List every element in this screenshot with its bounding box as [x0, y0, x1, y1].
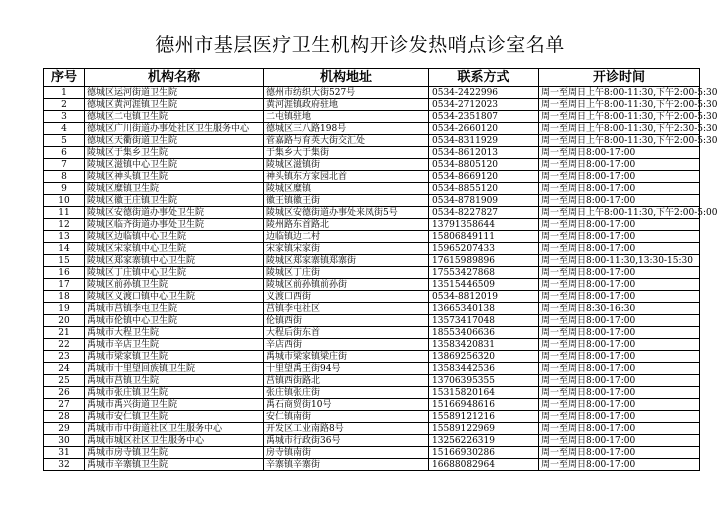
cell-name: 禹城市伦镇中心卫生院 [85, 315, 264, 327]
cell-address: 陵州路东首路北 [264, 219, 429, 231]
cell-seq: 7 [44, 159, 85, 171]
cell-phone: 15589122969 [429, 423, 539, 435]
cell-name: 陵城区郑家寨镇中心卫生院 [85, 255, 264, 267]
cell-hours: 周一至周日上午8:00-11:30,下午2:00-5:30 [539, 87, 700, 99]
cell-hours: 周一至周日上午8:00-11:30,下午2:00-5:30 [539, 135, 700, 147]
cell-name: 禹城市辛店卫生院 [85, 339, 264, 351]
cell-phone: 0534-8812019 [429, 291, 539, 303]
cell-phone: 18553406636 [429, 327, 539, 339]
cell-hours: 周一至周日8:00-17:00 [539, 399, 700, 411]
cell-hours: 周一至周日8:00-17:00 [539, 339, 700, 351]
cell-seq: 30 [44, 435, 85, 447]
table-row [44, 315, 700, 327]
cell-address: 菅嘉路与育英大街交汇处 [264, 135, 429, 147]
cell-hours: 周一至周日8:00-17:00 [539, 243, 700, 255]
cell-phone: 13791358644 [429, 219, 539, 231]
cell-phone: 13706395355 [429, 375, 539, 387]
cell-seq: 2 [44, 99, 85, 111]
table-body [44, 87, 718, 471]
cell-hours: 周一至周日8:00-17:00 [539, 219, 700, 231]
cell-name: 禹城市梁家镇卫生院 [85, 351, 264, 363]
cell-seq: 3 [44, 111, 85, 123]
cell-seq: 10 [44, 195, 85, 207]
cell-name: 禹城市十里望回族镇卫生院 [85, 363, 264, 375]
cell-phone: 0534-8669120 [429, 171, 539, 183]
cell-name: 德城区天衢街道卫生院 [85, 135, 264, 147]
cell-name: 德城区黄河涯镇卫生院 [85, 99, 264, 111]
cell-name: 陵城区于集乡卫生院 [85, 147, 264, 159]
cell-hours: 周一至周日8:00-17:00 [539, 459, 700, 471]
header-seq: 序号 [44, 69, 85, 87]
cell-hours: 周一至周日8:00-17:00 [539, 375, 700, 387]
cell-address: 禹城市行政街36号 [264, 435, 429, 447]
cell-hours: 周一至周日8:00-17:00 [539, 411, 700, 423]
cell-hours: 周一至周日8:00-17:00 [539, 279, 700, 291]
cell-address: 德城区三八路198号 [264, 123, 429, 135]
cell-name: 禹城市禹兴街道卫生院 [85, 399, 264, 411]
table-row [44, 87, 700, 99]
cell-name: 陵城区滋镇中心卫生院 [85, 159, 264, 171]
cell-seq: 11 [44, 207, 85, 219]
cell-phone: 13256226319 [429, 435, 539, 447]
cell-phone: 13869256320 [429, 351, 539, 363]
table-row [44, 411, 700, 423]
cell-phone: 15589121216 [429, 411, 539, 423]
cell-seq: 22 [44, 339, 85, 351]
cell-name: 德城区广川街道办事处社区卫生服务中心 [85, 123, 264, 135]
cell-phone: 16688082964 [429, 459, 539, 471]
cell-name: 德城区二屯镇卫生院 [85, 111, 264, 123]
cell-name: 禹城市市中街道社区卫生服务中心 [85, 423, 264, 435]
cell-phone: 0534-8311929 [429, 135, 539, 147]
cell-seq: 17 [44, 279, 85, 291]
cell-address: 陵城区郑家寨镇郑寨街 [264, 255, 429, 267]
table-row [44, 435, 700, 447]
cell-hours: 周一至周日8:00-17:00 [539, 159, 700, 171]
table-row [44, 135, 700, 147]
table-row [44, 279, 700, 291]
table-row [44, 447, 700, 459]
cell-name: 禹城市城区社区卫生服务中心 [85, 435, 264, 447]
cell-hours: 周一至周日上午8:00-11:30,下午2:30-5:30 [539, 123, 700, 135]
cell-phone: 17553427868 [429, 267, 539, 279]
cell-hours: 周一至周日上午8:00-11:30,下午2:00-5:30 [539, 111, 700, 123]
table-row [44, 255, 700, 267]
table-row [44, 219, 700, 231]
cell-address: 禹城市梁家镇梁庄街 [264, 351, 429, 363]
cell-seq: 6 [44, 147, 85, 159]
cell-phone: 0534-8612013 [429, 147, 539, 159]
table-row [44, 363, 700, 375]
cell-address: 边临镇边二村 [264, 231, 429, 243]
cell-hours: 周一至周日8:00-11:30,13:30-15:30 [539, 255, 700, 267]
cell-seq: 31 [44, 447, 85, 459]
cell-seq: 5 [44, 135, 85, 147]
cell-seq: 8 [44, 171, 85, 183]
cell-hours: 周一至周日8:00-17:00 [539, 363, 700, 375]
table-row [44, 183, 700, 195]
table-row [44, 123, 700, 135]
cell-hours: 周一至周日8:00-17:00 [539, 447, 700, 459]
table-row [44, 327, 700, 339]
cell-name: 陵城区徽王庄镇卫生院 [85, 195, 264, 207]
table-row [44, 339, 700, 351]
cell-phone: 15315820164 [429, 387, 539, 399]
cell-address: 禹石商贸街10号 [264, 399, 429, 411]
cell-name: 陵城区宋家镇中心卫生院 [85, 243, 264, 255]
cell-hours: 周一至周日8:00-17:00 [539, 315, 700, 327]
table-row [44, 171, 700, 183]
table-row [44, 423, 700, 435]
cell-name: 禹城市莒镇卫生院 [85, 375, 264, 387]
cell-phone: 0534-2660120 [429, 123, 539, 135]
cell-seq: 9 [44, 183, 85, 195]
cell-hours: 周一至周日上午8:00-11:30,下午2:00-5:00 [539, 207, 700, 219]
cell-name: 陵城区临齐街道办事处卫生院 [85, 219, 264, 231]
cell-phone: 15806849111 [429, 231, 539, 243]
table-row [44, 243, 700, 255]
cell-hours: 周一至周日8:00-17:00 [539, 423, 700, 435]
cell-hours: 周一至周日8:00-17:00 [539, 291, 700, 303]
cell-address: 安仁镇南街 [264, 411, 429, 423]
cell-address: 德州市纺织大街527号 [264, 87, 429, 99]
cell-phone: 17615989896 [429, 255, 539, 267]
cell-hours: 周一至周日8:00-17:00 [539, 195, 700, 207]
cell-name: 禹城市房寺镇卫生院 [85, 447, 264, 459]
cell-seq: 19 [44, 303, 85, 315]
table-row [44, 303, 700, 315]
cell-hours: 周一至周日8:00-17:00 [539, 435, 700, 447]
cell-seq: 20 [44, 315, 85, 327]
cell-address: 于集乡大于集街 [264, 147, 429, 159]
cell-phone: 13583420831 [429, 339, 539, 351]
cell-address: 开发区工业南路8号 [264, 423, 429, 435]
table-row [44, 375, 700, 387]
cell-address: 莒镇西街路北 [264, 375, 429, 387]
table-row [44, 99, 700, 111]
cell-phone: 0534-8227827 [429, 207, 539, 219]
cell-seq: 25 [44, 375, 85, 387]
cell-seq: 24 [44, 363, 85, 375]
cell-address: 徽王镇徽王街 [264, 195, 429, 207]
cell-phone: 0534-8855120 [429, 183, 539, 195]
cell-phone: 0534-2422996 [429, 87, 539, 99]
cell-name: 陵城区边临镇中心卫生院 [85, 231, 264, 243]
cell-phone: 0534-8781909 [429, 195, 539, 207]
cell-phone: 15166948616 [429, 399, 539, 411]
cell-hours: 周一至周日8:00-17:00 [539, 327, 700, 339]
cell-address: 神头镇东方家园北首 [264, 171, 429, 183]
table-row [44, 111, 700, 123]
table-row [44, 147, 700, 159]
cell-address: 陵城区安德街道办事处来凤街5号 [264, 207, 429, 219]
cell-name: 陵城区安德街道办事处卫生院 [85, 207, 264, 219]
cell-address: 伦镇西街 [264, 315, 429, 327]
cell-seq: 15 [44, 255, 85, 267]
cell-phone: 15965207433 [429, 243, 539, 255]
cell-phone: 13515446509 [429, 279, 539, 291]
table-row [44, 291, 700, 303]
table-row [44, 159, 700, 171]
cell-name: 陵城区神头镇卫生院 [85, 171, 264, 183]
table-row [44, 459, 700, 471]
cell-seq: 16 [44, 267, 85, 279]
cell-phone: 0534-2712023 [429, 99, 539, 111]
cell-name: 陵城区义渡口镇中心卫生院 [85, 291, 264, 303]
cell-address: 宋家镇宋家街 [264, 243, 429, 255]
cell-hours: 周一至周日8:00-17:00 [539, 171, 700, 183]
cell-address: 莒镇李屯社区 [264, 303, 429, 315]
cell-name: 陵城区糜镇卫生院 [85, 183, 264, 195]
cell-name: 禹城市辛寨镇卫生院 [85, 459, 264, 471]
cell-phone: 13573417048 [429, 315, 539, 327]
table-header-row [44, 69, 700, 87]
cell-seq: 4 [44, 123, 85, 135]
cell-name: 禹城市安仁镇卫生院 [85, 411, 264, 423]
cell-seq: 21 [44, 327, 85, 339]
cell-seq: 28 [44, 411, 85, 423]
cell-name: 禹城市大程卫生院 [85, 327, 264, 339]
table-row [44, 351, 700, 363]
cell-address: 陵城区丁庄街 [264, 267, 429, 279]
cell-hours: 周一至周日上午8:00-11:30,下午2:00-5:30 [539, 99, 700, 111]
cell-address: 陵城区糜镇 [264, 183, 429, 195]
cell-phone: 13583442536 [429, 363, 539, 375]
cell-name: 陵城区丁庄镇中心卫生院 [85, 267, 264, 279]
table-row [44, 399, 700, 411]
cell-phone: 0534-2351807 [429, 111, 539, 123]
cell-name: 禹城市莒镇李屯卫生院 [85, 303, 264, 315]
cell-hours: 周一至周日8:00-17:00 [539, 231, 700, 243]
cell-hours: 周一至周日8:00-17:00 [539, 183, 700, 195]
cell-seq: 27 [44, 399, 85, 411]
header-name: 机构名称 [85, 69, 264, 87]
cell-address: 二屯镇驻地 [264, 111, 429, 123]
header-phone: 联系方式 [429, 69, 539, 87]
cell-hours: 周一至周日8:30-16:30 [539, 303, 700, 315]
cell-phone: 0534-8805120 [429, 159, 539, 171]
cell-address: 辛寨镇辛寨街 [264, 459, 429, 471]
header-address: 机构地址 [264, 69, 429, 87]
table-row [44, 195, 700, 207]
cell-seq: 18 [44, 291, 85, 303]
table-row [44, 387, 700, 399]
cell-address: 十里望禹王街94号 [264, 363, 429, 375]
cell-seq: 12 [44, 219, 85, 231]
page-title: 德州市基层医疗卫生机构开诊发热哨点诊室名单 [155, 34, 565, 56]
cell-phone: 13665340138 [429, 303, 539, 315]
table-row [44, 267, 700, 279]
cell-hours: 周一至周日8:00-17:00 [539, 351, 700, 363]
clinic-table [43, 68, 718, 471]
header-hours: 开诊时间 [539, 69, 700, 87]
cell-seq: 23 [44, 351, 85, 363]
table-row [44, 231, 700, 243]
cell-seq: 14 [44, 243, 85, 255]
cell-name: 禹城市张庄镇卫生院 [85, 387, 264, 399]
cell-address: 房寺镇南街 [264, 447, 429, 459]
cell-name: 陵城区前孙镇卫生院 [85, 279, 264, 291]
cell-name: 德城区运河街道卫生院 [85, 87, 264, 99]
cell-seq: 29 [44, 423, 85, 435]
cell-address: 大程后街东首 [264, 327, 429, 339]
cell-phone: 15166930286 [429, 447, 539, 459]
cell-hours: 周一至周日8:00-17:00 [539, 267, 700, 279]
cell-hours: 周一至周日8:00-17:00 [539, 387, 700, 399]
cell-seq: 32 [44, 459, 85, 471]
cell-address: 义渡口西街 [264, 291, 429, 303]
cell-address: 陵城区前孙镇前孙街 [264, 279, 429, 291]
table-row [44, 207, 700, 219]
cell-address: 陵城区滋镇街 [264, 159, 429, 171]
cell-hours: 周一至周日8:00-17:00 [539, 147, 700, 159]
cell-address: 张庄镇张庄街 [264, 387, 429, 399]
cell-address: 黄河涯镇政府驻地 [264, 99, 429, 111]
cell-seq: 26 [44, 387, 85, 399]
cell-seq: 13 [44, 231, 85, 243]
cell-seq: 1 [44, 87, 85, 99]
cell-address: 辛店西街 [264, 339, 429, 351]
